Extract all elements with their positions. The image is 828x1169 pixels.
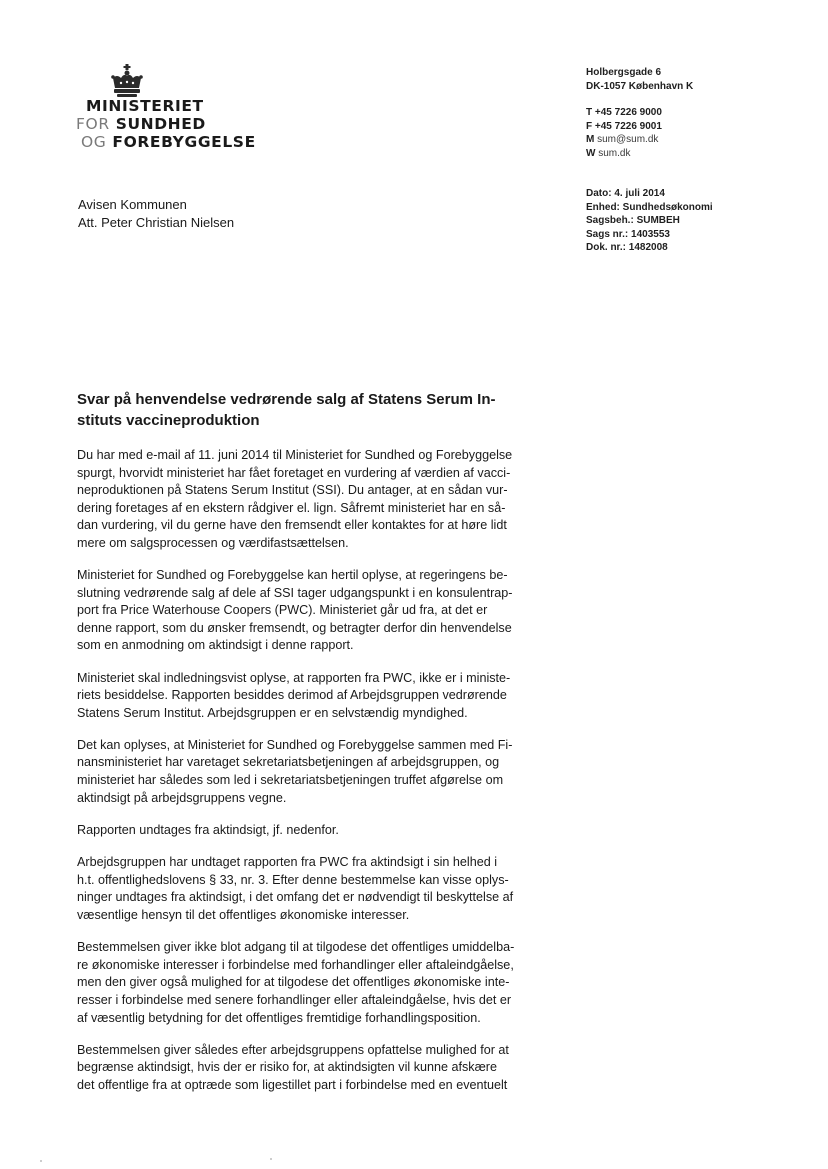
meta-case-number: Sags nr.: 1403553 (586, 228, 670, 240)
text-line: Statens Serum Institut. Arbejdsgruppen er en selvstændig myndighed. (77, 705, 468, 720)
text-line: neproduktionen på Statens Serum Institut (SSI). Du antager, at en sådan vur- (77, 483, 508, 498)
text-line: h.t. offentlighedslovens § 33, nr. 3. Efter denne bestemmelse kan visse oplys- (77, 872, 509, 887)
scan-speck (270, 1158, 272, 1160)
text-line: Ministeriet skal indledningsvist oplyse, at rapporten fra PWC, ikke er i ministe- (77, 670, 511, 685)
text-line: Du har med e-mail af 11. juni 2014 til Ministeriet for Sundhed og Forebyggelse (77, 448, 513, 462)
text-line: af væsentlig betydning for det offentliges fremtidige forhandlingsposition. (77, 1010, 481, 1025)
letter-subject (77, 389, 547, 431)
text-line: begrænse aktindsigt, hvis der er risiko for, at aktindsigten vil kunne afskære (77, 1060, 497, 1075)
sender-contact (586, 106, 662, 160)
address-line: DK-1057 København K (586, 80, 694, 92)
subject-line: Svar på henvendelse vedrørende salg af Statens Serum In- (77, 391, 496, 408)
logo-line-2: FOR SUNDHED (76, 115, 206, 133)
paragraph (77, 670, 557, 723)
meta-document-number: Dok. nr.: 1482008 (586, 242, 668, 253)
document-meta (586, 187, 713, 255)
text-line: dan vurdering, vil du gerne have den fremsendt eller kontaktes for at høre lidt (77, 518, 507, 533)
text-line: Bestemmelsen giver således efter arbejdsgruppens opfattelse mulighed for at (77, 1042, 509, 1057)
text-line: mere om salgsprocessen og værdifastsættelsen. (77, 535, 349, 550)
sender-address (586, 66, 693, 93)
scan-speck (40, 1160, 42, 1162)
text-line: Ministeriet for Sundhed og Forebyggelse kan hertil oplyse, at regeringens be- (77, 568, 508, 583)
email-link[interactable]: sum@sum.dk (597, 134, 659, 145)
web-link[interactable]: sum.dk (598, 147, 631, 159)
paragraph (77, 822, 557, 840)
text-line: Rapporten undtages fra aktindsigt, jf. nedenfor. (77, 822, 339, 837)
recipient-line: Avisen Kommunen (78, 197, 187, 212)
paragraph (77, 447, 557, 553)
text-line: ninger undtages fra aktindsigt, i det omfang det er nødvendigt til beskyttelse af (77, 890, 514, 905)
text-line: dering foretages af en ekstern rådgiver el. lign. Såfremt ministeriet har en så- (77, 500, 506, 515)
text-line: men den giver også mulighed for at tilgodese det offentliges økonomiske inte- (77, 975, 510, 990)
web-line: W sum.dk (586, 147, 631, 159)
meta-date: Dato: 4. juli 2014 (586, 188, 665, 199)
email-line: M sum@sum.dk (586, 134, 659, 145)
text-line: ministeriet har således som led i sekretariatsbetjeningen truffet afgørelse om (77, 773, 504, 787)
crown-icon (108, 64, 146, 98)
text-line: riets besiddelse. Rapporten besiddes derimod af Arbejdsgruppen vedrørende (77, 688, 507, 703)
meta-handler: Sagsbeh.: SUMBEH (586, 215, 680, 226)
logo-line-1: MINISTERIET (86, 97, 204, 115)
text-line: slutning vedrørende salg af dele af SSI tager udgangspunkt i en konsulentrap- (77, 585, 513, 600)
address-line: Holbergsgade 6 (586, 67, 662, 78)
text-line: Arbejdsgruppen har undtaget rapporten fra PWC fra aktindsigt i sin helhed i (77, 855, 498, 870)
text-line: som en anmodning om aktindsigt i denne rapport. (77, 638, 354, 653)
text-line: spurgt, hvorvidt ministeriet har fået foretaget en vurdering af værdien af vacci- (77, 465, 511, 480)
text-line: Bestemmelsen giver ikke blot adgang til at tilgodese det offentliges umiddelba- (77, 940, 515, 955)
fax: F +45 7226 9001 (586, 120, 662, 132)
text-line: Det kan oplyses, at Ministeriet for Sundhed og Forebyggelse sammen med Fi- (77, 737, 513, 752)
meta-unit: Enhed: Sundhedsøkonomi (586, 201, 713, 213)
paragraph (77, 854, 557, 924)
text-line: væsentlige hensyn til det offentliges økonomiske interesser. (77, 908, 410, 923)
paragraph (77, 737, 557, 807)
text-line: aktindsigt på arbejdsgruppens vegne. (77, 790, 287, 805)
text-line: nansministeriet har varetaget sekretariatsbetjeningen af arbejdsgruppen, og (77, 755, 500, 770)
text-line: denne rapport, som du ønsker fremsendt, og betragter derfor din henvendelse (77, 620, 512, 635)
text-line: port fra Price Waterhouse Coopers (PWC). Ministeriet går ud fra, at det er (77, 603, 488, 618)
text-line: det offentlige fra at optræde som ligestillet part i forbindelse med en eventuelt (77, 1077, 508, 1092)
letter-body (77, 447, 557, 1109)
phone: T +45 7226 9000 (586, 107, 662, 118)
text-line: resser i forbindelse med senere forhandlinger eller aftaleindgåelse, hvis det er (77, 992, 512, 1007)
logo-line-3: OG FOREBYGGELSE (81, 133, 256, 151)
subject-line: stituts vaccineproduktion (77, 412, 260, 429)
recipient-line: Att. Peter Christian Nielsen (78, 215, 235, 230)
paragraph (77, 1042, 557, 1095)
recipient-block (78, 196, 234, 232)
text-line: re økonomiske interesser i forbindelse med forhandlinger eller aftaleindgåelse, (77, 957, 514, 972)
paragraph (77, 567, 557, 655)
paragraph (77, 939, 557, 1027)
